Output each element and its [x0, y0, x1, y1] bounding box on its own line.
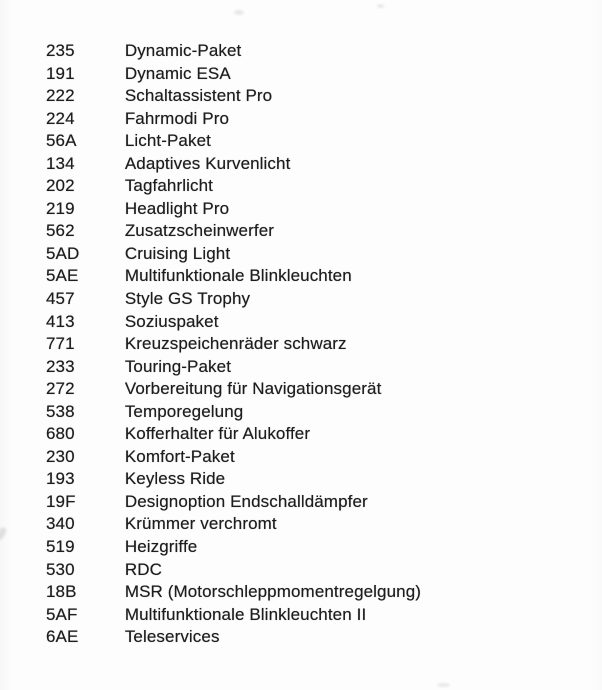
equipment-description: Adaptives Kurvenlicht — [124, 153, 291, 173]
equipment-code: 235 — [46, 41, 75, 60]
equipment-description: Multifunktionale Blinkleuchten II — [124, 604, 367, 624]
equipment-row — [46, 604, 421, 627]
equipment-description: Dynamic-Paket — [124, 41, 242, 60]
equipment-row — [46, 243, 421, 266]
equipment-code: 538 — [46, 401, 75, 421]
equipment-row — [46, 311, 421, 334]
equipment-row — [46, 265, 421, 288]
equipment-row — [46, 491, 421, 514]
equipment-code: 134 — [46, 153, 75, 173]
equipment-description: Licht-Paket — [124, 131, 211, 151]
equipment-code: 56A — [46, 131, 77, 151]
scan-smudge — [377, 4, 384, 8]
equipment-description: RDC — [124, 559, 162, 579]
equipment-code: 18B — [46, 582, 77, 602]
equipment-row — [46, 85, 421, 108]
equipment-description: Komfort-Paket — [124, 446, 235, 466]
scan-smudge — [234, 10, 244, 15]
equipment-description: Krümmer verchromt — [124, 514, 277, 534]
equipment-description: MSR (Motorschleppmomentregelgung) — [124, 582, 422, 602]
equipment-code: 5AE — [46, 266, 79, 286]
equipment-code: 413 — [46, 311, 75, 331]
equipment-code: 19F — [46, 491, 76, 511]
equipment-description: Style GS Trophy — [124, 289, 251, 309]
equipment-row — [46, 446, 421, 469]
equipment-row — [46, 153, 421, 176]
equipment-description: Zusatzscheinwerfer — [124, 221, 275, 241]
equipment-code: 202 — [46, 176, 75, 196]
equipment-description: Keyless Ride — [124, 469, 226, 489]
equipment-row — [46, 423, 421, 446]
equipment-code: 272 — [46, 379, 75, 399]
equipment-row — [46, 130, 421, 153]
equipment-row — [46, 175, 421, 198]
equipment-code: 5AF — [46, 604, 78, 624]
equipment-code: 193 — [46, 469, 75, 489]
equipment-row — [46, 63, 421, 86]
equipment-code: 530 — [46, 559, 75, 579]
equipment-code: 340 — [46, 514, 75, 534]
equipment-description: Heizgriffe — [124, 537, 198, 557]
equipment-row — [46, 581, 421, 604]
equipment-code: 233 — [46, 356, 75, 376]
equipment-code: 219 — [46, 198, 75, 218]
equipment-description: Soziuspaket — [124, 311, 219, 331]
equipment-code-list — [46, 40, 421, 649]
equipment-code: 224 — [46, 108, 75, 128]
equipment-row — [46, 378, 421, 401]
equipment-row — [46, 559, 421, 582]
equipment-row — [46, 536, 421, 559]
equipment-row — [46, 288, 421, 311]
equipment-row — [46, 333, 421, 356]
equipment-row — [46, 220, 421, 243]
equipment-description: Designoption Endschalldämpfer — [124, 491, 368, 511]
equipment-code: 222 — [46, 86, 75, 106]
equipment-description: Tagfahrlicht — [124, 176, 213, 196]
equipment-description: Headlight Pro — [124, 198, 230, 218]
equipment-code: 680 — [46, 424, 75, 444]
equipment-code: 457 — [46, 289, 75, 309]
equipment-description: Multifunktionale Blinkleuchten — [124, 266, 352, 286]
equipment-code: 562 — [46, 221, 75, 241]
equipment-row — [46, 108, 421, 131]
equipment-description: Kreuzspeichenräder schwarz — [124, 334, 347, 354]
scan-edge-artifact — [0, 526, 8, 541]
equipment-row — [46, 468, 421, 491]
equipment-row — [46, 356, 421, 379]
equipment-description: Kofferhalter für Alukoffer — [124, 424, 311, 444]
equipment-description: Fahrmodi Pro — [124, 108, 230, 128]
equipment-code: 230 — [46, 446, 75, 466]
equipment-description: Temporegelung — [124, 401, 244, 421]
equipment-description: Cruising Light — [124, 243, 231, 263]
equipment-code: 5AD — [46, 243, 80, 263]
equipment-row — [46, 198, 421, 221]
equipment-code: 771 — [46, 334, 75, 354]
equipment-row — [46, 513, 421, 536]
equipment-code: 519 — [46, 537, 75, 557]
equipment-description: Schaltassistent Pro — [124, 86, 273, 106]
scan-smudge — [437, 683, 450, 687]
equipment-row — [46, 626, 421, 649]
equipment-description: Dynamic ESA — [124, 63, 231, 83]
equipment-row — [46, 40, 421, 63]
equipment-description: Touring-Paket — [124, 356, 232, 376]
equipment-code: 6AE — [46, 627, 79, 647]
equipment-description: Teleservices — [124, 627, 220, 647]
equipment-code: 191 — [46, 63, 75, 83]
equipment-row — [46, 401, 421, 424]
equipment-description: Vorbereitung für Navigationsgerät — [124, 379, 382, 399]
